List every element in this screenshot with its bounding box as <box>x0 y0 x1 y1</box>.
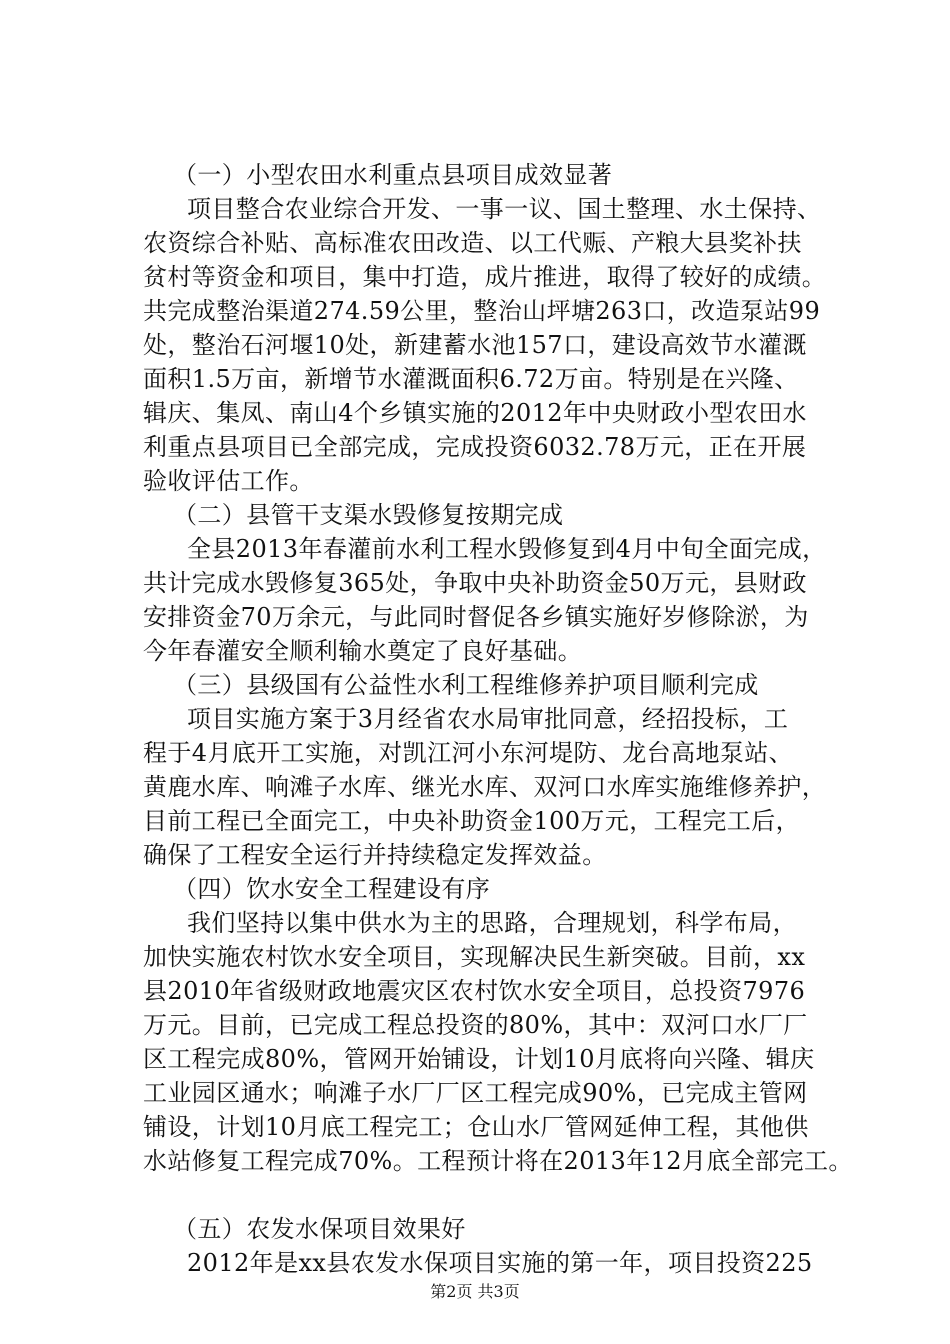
section-2 <box>143 498 843 668</box>
paragraph-line: 区工程完成80%，管网开始铺设，计划10月底将向兴隆、辑庆 <box>143 1045 815 1073</box>
section-3 <box>143 668 843 872</box>
section-heading: （一）小型农田水利重点县项目成效显著 <box>173 161 613 189</box>
paragraph-line: 水站修复工程完成70%。工程预计将在2013年12月底全部完工。 <box>143 1147 853 1175</box>
paragraph-line: 验收评估工作。 <box>143 467 314 495</box>
paragraph-line: 工业园区通水；响滩子水厂厂区工程完成90%，已完成主管网 <box>143 1079 808 1107</box>
paragraph-line: 利重点县项目已全部完成，完成投资6032.78万元，正在开展 <box>143 433 807 461</box>
paragraph-line: 贫村等资金和项目，集中打造，成片推进，取得了较好的成绩。 <box>143 263 827 291</box>
paragraph-line: 处，整治石河堰10处，新建蓄水池157口，建设高效节水灌溉 <box>143 331 807 359</box>
paragraph-line: 今年春灌安全顺利输水奠定了良好基础。 <box>143 637 583 665</box>
paragraph-line: 县2010年省级财政地震灾区农村饮水安全项目，总投资7976 <box>143 977 806 1005</box>
section-heading: （五）农发水保项目效果好 <box>173 1215 466 1243</box>
paragraph-line: 共计完成水毁修复365处，争取中央补助资金50万元，县财政 <box>143 569 807 597</box>
page-footer: 第2页 共3页 <box>430 1282 520 1301</box>
paragraph-line: 面积1.5万亩，新增节水灌溉面积6.72万亩。特别是在兴隆、 <box>143 365 799 393</box>
paragraph-line: 万元。目前，已完成工程总投资的80%，其中：双河口水厂厂 <box>143 1011 808 1039</box>
paragraph-line: 我们坚持以集中供水为主的思路，合理规划，科学布局， <box>187 909 797 937</box>
paragraph-line: 辑庆、集凤、南山4个乡镇实施的2012年中央财政小型农田水 <box>143 399 807 427</box>
paragraph-line: 项目整合农业综合开发、一事一议、国土整理、水土保持、 <box>187 195 822 223</box>
section-5 <box>143 1212 843 1280</box>
paragraph-line: 加快实施农村饮水安全项目，实现解决民生新突破。目前，xx <box>143 943 806 971</box>
paragraph-line: 目前工程已全面完工，中央补助资金100万元，工程完工后， <box>143 807 801 835</box>
paragraph-line: 项目实施方案于3月经省农水局审批同意，经招投标，工 <box>187 705 789 733</box>
paragraph-line: 安排资金70万余元，与此同时督促各乡镇实施好岁修除淤，为 <box>143 603 809 631</box>
section-heading: （四）饮水安全工程建设有序 <box>173 875 491 903</box>
paragraph-line: 确保了工程安全运行并持续稳定发挥效益。 <box>143 841 607 869</box>
paragraph-line: 农资综合补贴、高标准农田改造、以工代赈、产粮大县奖补扶 <box>143 229 802 257</box>
paragraph-line: 全县2013年春灌前水利工程水毁修复到4月中旬全面完成， <box>187 535 827 563</box>
paragraph-line: 程于4月底开工实施，对凯江河小东河堤防、龙台高地泵站、 <box>143 739 794 767</box>
document-body <box>143 158 853 1280</box>
paragraph-line: 2012年是xx县农发水保项目实施的第一年，项目投资225 <box>187 1249 813 1277</box>
section-heading: （三）县级国有公益性水利工程维修养护项目顺利完成 <box>173 671 759 699</box>
paragraph-line: 黄鹿水库、响滩子水库、继光水库、双河口水库实施维修养护， <box>143 773 827 801</box>
blank-line <box>143 1178 843 1212</box>
paragraph-line: 共完成整治渠道274.59公里，整治山坪塘263口，改造泵站99 <box>143 297 821 325</box>
section-1 <box>143 158 843 498</box>
section-4 <box>143 872 853 1212</box>
section-heading: （二）县管干支渠水毁修复按期完成 <box>173 501 564 529</box>
paragraph-line: 铺设，计划10月底工程完工；仓山水厂管网延伸工程，其他供 <box>143 1113 809 1141</box>
